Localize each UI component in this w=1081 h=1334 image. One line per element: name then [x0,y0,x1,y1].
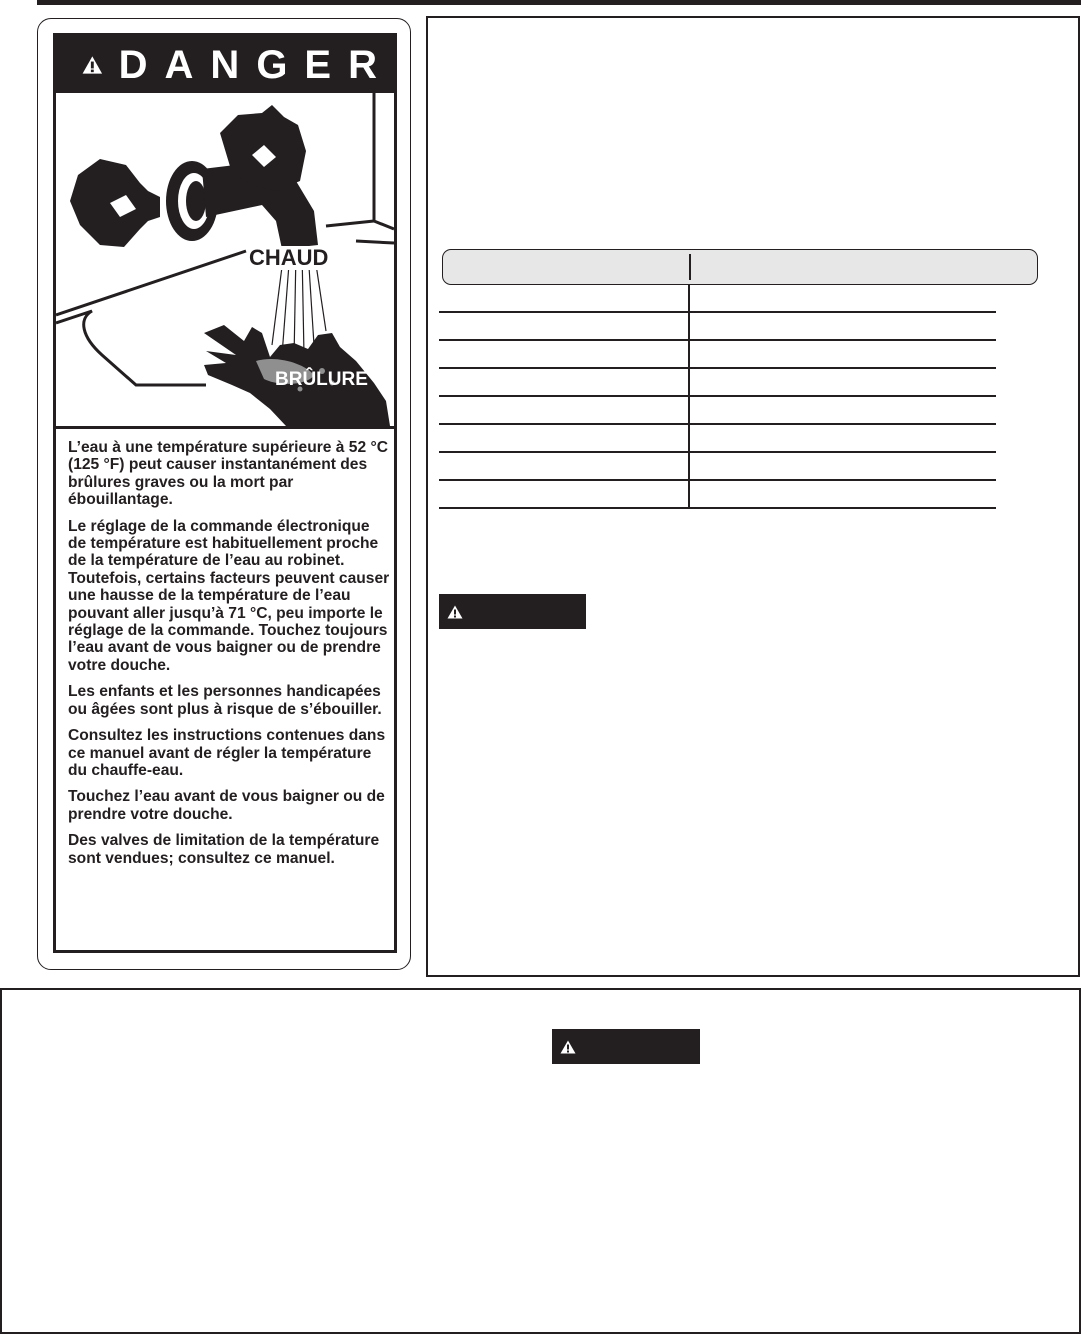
burn-label: BRÛLURE [275,369,368,390]
table-row [439,369,996,397]
table-row [439,425,996,453]
warning-tag [552,1029,700,1064]
warning-triangle-icon [447,605,463,619]
illustration-divider [56,426,394,429]
hot-label: CHAUD [249,245,329,270]
danger-header [56,36,394,93]
danger-heading: DANGER [118,42,394,87]
danger-paragraph: Le réglage de la commande électronique de température est habituellement proche de la température de l’eau au robinet. Toutefois, certains facteurs peuvent causer une hausse de la température de l’eau pouvant aller jusqu’à 71 °C, peu importe le réglage de la commande. Touchez toujours l’eau avant de vous baigner ou de prendre votre douche. [68,517,390,674]
warning-triangle-icon [560,1040,576,1054]
warning-tag [439,594,586,629]
bottom-panel [0,988,1081,1334]
table-row [439,481,996,509]
danger-paragraph: Des valves de limitation de la température sont vendues; consultez ce manuel. [68,832,380,867]
table-row [439,313,996,341]
temperature-panel [426,16,1080,977]
table-row [439,453,996,481]
danger-text [68,439,392,876]
table-header-divider [689,254,691,280]
danger-paragraph: Les enfants et les personnes handicapées ou âgées sont plus à risque de s’ébouiller. [68,683,382,718]
table-row [439,397,996,425]
table-row [439,341,996,369]
warning-triangle-icon [82,49,103,81]
danger-paragraph: Touchez l’eau avant de vous baigner ou de prendre votre douche. [68,788,385,823]
danger-label [37,18,411,970]
danger-label-frame [53,33,397,953]
table-header [442,249,1038,285]
scald-illustration [56,93,394,426]
danger-paragraph: L’eau à une température supérieure à 52 °C (125 °F) peut causer instantanément des brûlures graves ou la mort par ébouillantage. [68,439,388,509]
danger-paragraph: Consultez les instructions contenues dans ce manuel avant de régler la température du chauffe-eau. [68,727,386,779]
temperature-table [439,285,996,509]
table-row [439,285,996,313]
top-rule [37,0,1081,5]
